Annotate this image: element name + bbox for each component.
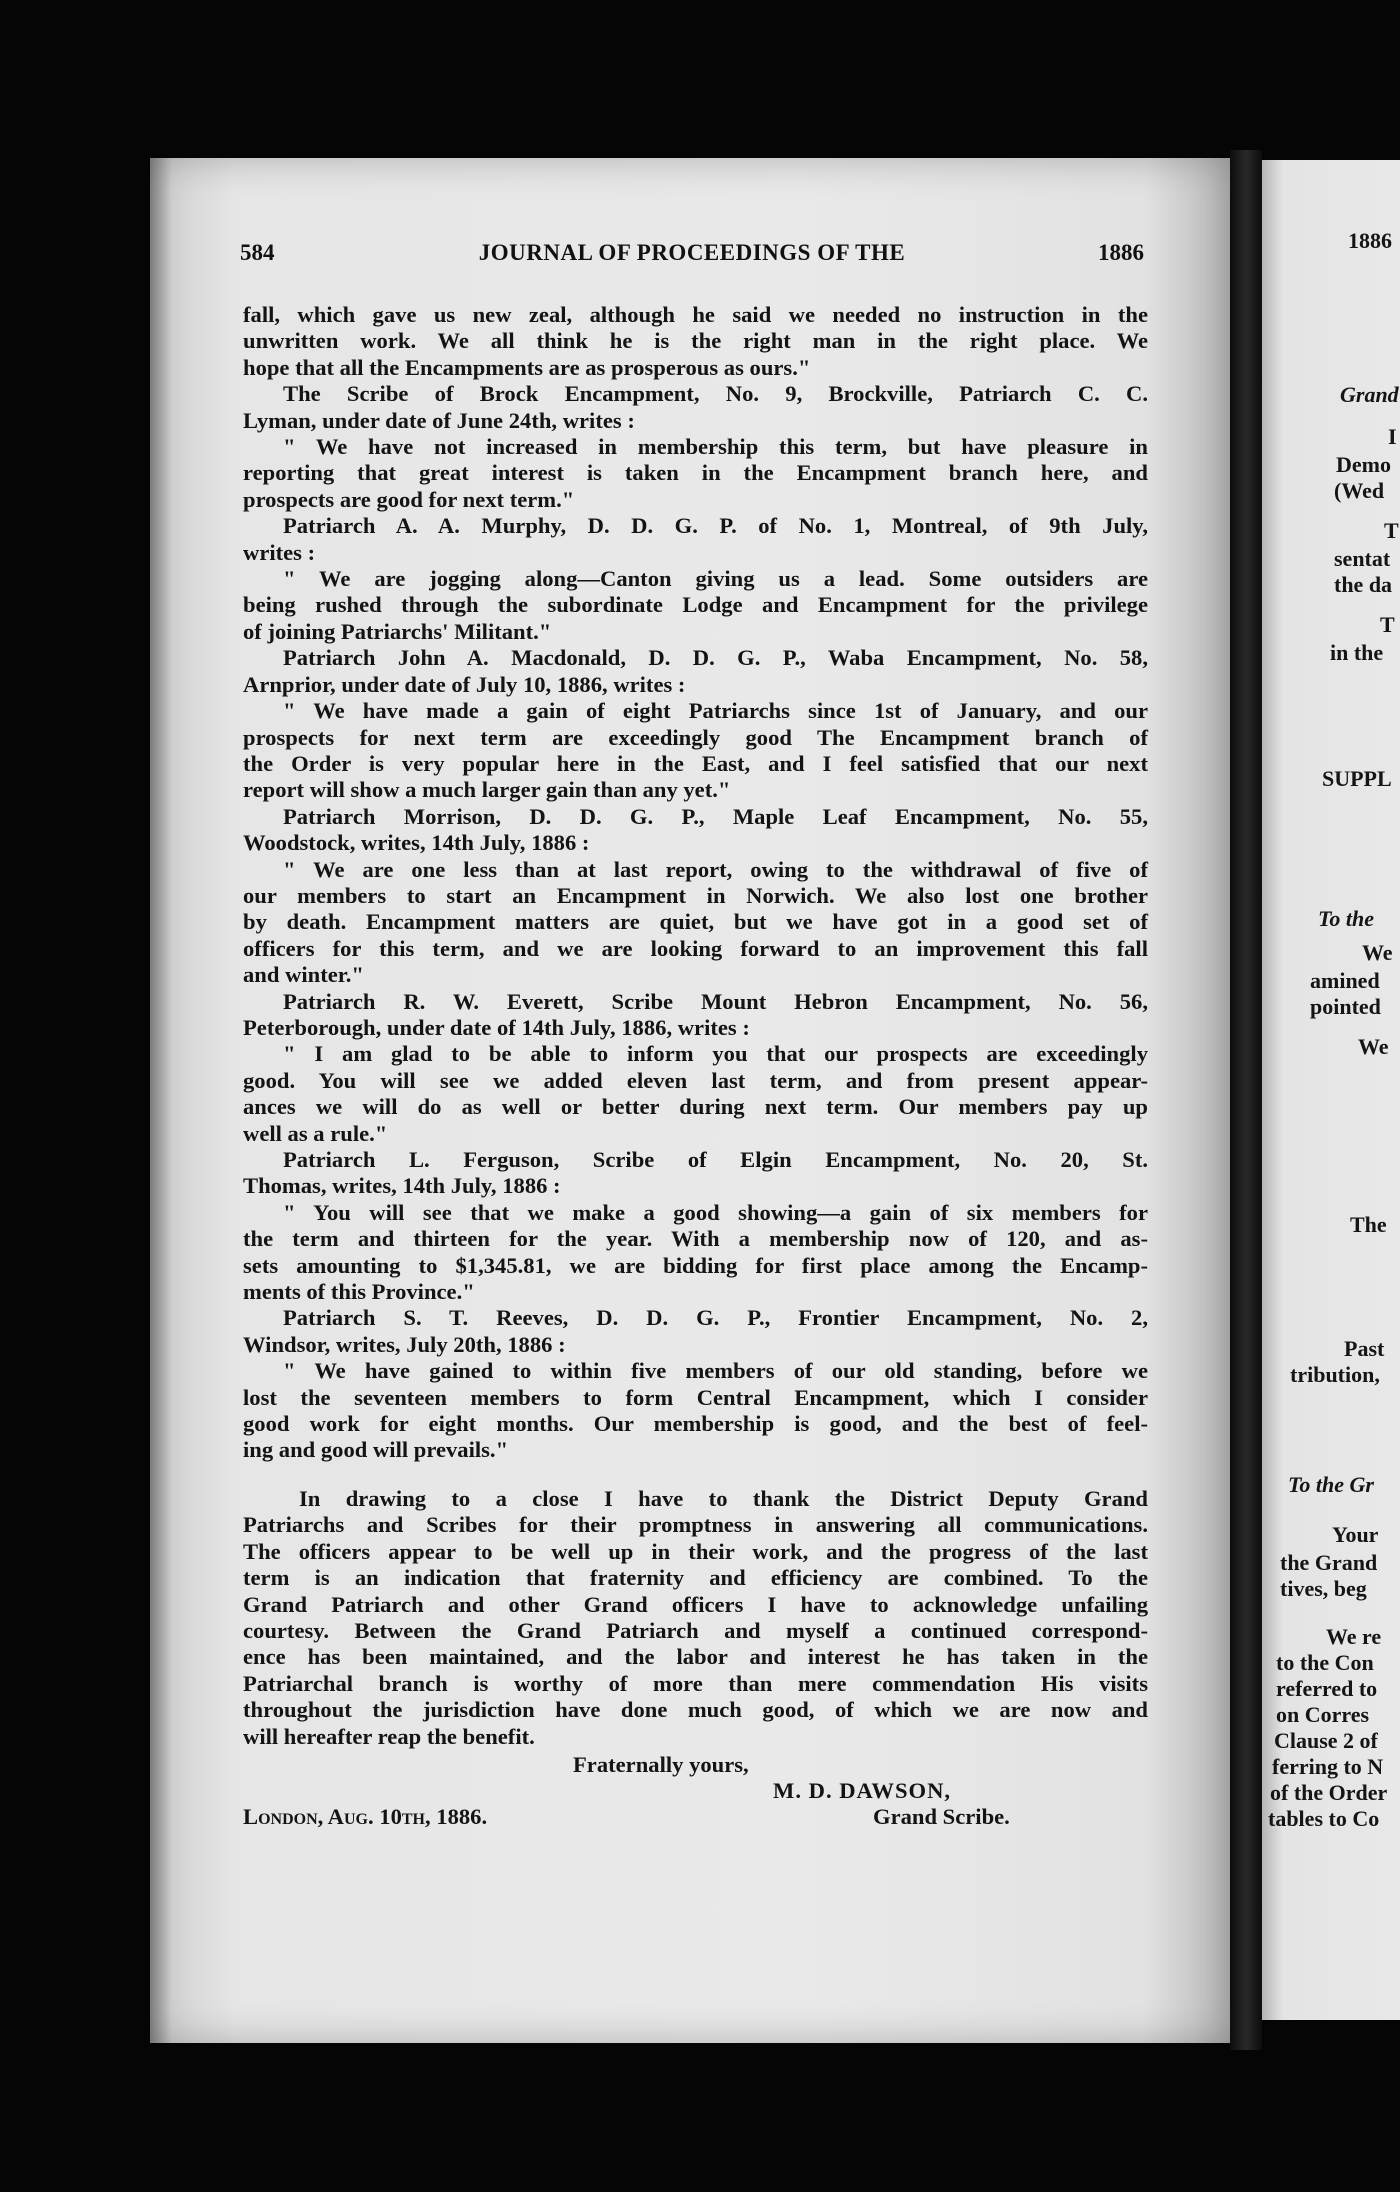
text-line: Patriarchs and Scribes for their promptness in answering all communications. (243, 1512, 1148, 1538)
text-line: prospects are good for next term." (243, 486, 575, 512)
right-page-text: tables to Co (1268, 1806, 1380, 1831)
text-line: hope that all the Encampments are as prosperous as ours." (243, 354, 811, 380)
text-line: term is an indication that fraternity and efficiency are combined. To the (243, 1565, 1148, 1591)
text-line: being rushed through the subordinate Lodge and Encampment for the privilege (243, 592, 1148, 618)
right-page-text: ferring to N (1272, 1754, 1384, 1779)
text-line: unwritten work. We all think he is the right man in the right place. We (243, 328, 1148, 354)
right-page-text: pointed (1310, 994, 1381, 1019)
book-gutter (1230, 150, 1262, 2050)
signer-title: Grand Scribe. (873, 1803, 1010, 1829)
text-line: " I am glad to be able to inform you that our prospects are exceedingly (283, 1041, 1148, 1067)
right-page-text: I (1388, 424, 1397, 449)
text-line: prospects for next term are exceedingly good The Encampment branch of (243, 724, 1148, 750)
right-page-text: in the (1330, 640, 1384, 665)
text-line: " You will see that we make a good showing—a gain of six members for (283, 1199, 1148, 1225)
right-page-text: amined (1310, 968, 1380, 993)
text-line: officers for this term, and we are looking forward to an improvement this fall (243, 935, 1148, 961)
page-body (243, 302, 1148, 1860)
text-line: Patriarch John A. Macdonald, D. D. G. P., Waba Encampment, No. 58, (283, 645, 1148, 671)
text-line: courtesy. Between the Grand Patriarch and myself a continued correspond- (243, 1617, 1148, 1643)
right-page-text: T (1380, 612, 1395, 637)
right-page-text: To the Gr (1288, 1472, 1374, 1497)
text-line: our members to start an Encampment in Norwich. We also lost one brother (243, 882, 1148, 908)
right-page-text: SUPPL (1322, 766, 1392, 791)
text-line: Grand Patriarch and other Grand officers I have to acknowledge unfailing (243, 1591, 1148, 1617)
text-line: Patriarch Morrison, D. D. G. P., Maple Leaf Encampment, No. 55, (283, 803, 1148, 829)
text-line: Patriarchal branch is worthy of more than mere commendation His visits (243, 1670, 1148, 1696)
text-line: The Scribe of Brock Encampment, No. 9, Brockville, Patriarch C. C. (283, 381, 1148, 407)
text-line: In drawing to a close I have to thank the District Deputy Grand (299, 1485, 1148, 1511)
right-page-text: We re (1326, 1624, 1382, 1649)
closing-paragraph (243, 1486, 1148, 1750)
text-line: " We have gained to within five members of our old standing, before we (283, 1358, 1148, 1384)
right-page-text: Your (1332, 1522, 1379, 1547)
letter-extracts (243, 302, 1148, 1464)
text-line: the term and thirteen for the year. With a membership now of 120, and as- (243, 1226, 1148, 1252)
text-line: " We have made a gain of eight Patriarchs since 1st of January, and our (283, 698, 1148, 724)
text-line: of joining Patriarchs' Militant." (243, 618, 552, 644)
text-line: Thomas, writes, 14th July, 1886 : (243, 1173, 561, 1199)
right-page-text: We (1362, 940, 1393, 965)
text-line: Peterborough, under date of 14th July, 1886, writes : (243, 1014, 750, 1040)
text-line: ments of this Province." (243, 1279, 475, 1305)
text-line: Woodstock, writes, 14th July, 1886 : (243, 830, 590, 856)
right-page-text: referred to (1276, 1676, 1378, 1701)
right-page-text: We (1358, 1034, 1389, 1059)
text-line: sets amounting to $1,345.81, we are bidding for first place among the Encamp- (243, 1252, 1148, 1278)
right-page-text: of the Order (1270, 1780, 1388, 1805)
signer-name: M. D. DAWSON, (773, 1777, 952, 1803)
text-line: writes : (243, 539, 316, 565)
text-line: Patriarch R. W. Everett, Scribe Mount Hebron Encampment, No. 56, (283, 988, 1148, 1014)
right-page-text: Past (1344, 1336, 1385, 1361)
text-line: by death. Encampment matters are quiet, but we have got in a good set of (243, 909, 1148, 935)
text-line: well as a rule." (243, 1120, 388, 1146)
right-page-text: the Grand (1280, 1550, 1378, 1575)
text-line: Lyman, under date of June 24th, writes : (243, 407, 635, 433)
right-page-text: on Corres (1276, 1702, 1370, 1727)
right-page-text: Demo (1336, 452, 1391, 477)
text-line: Arnprior, under date of July 10, 1886, writes : (243, 671, 686, 697)
right-page-text: tribution, (1290, 1362, 1380, 1387)
text-line: ances we will do as well or better during next term. Our members pay up (243, 1094, 1148, 1120)
text-line: good work for eight months. Our membership is good, and the best of feel- (243, 1411, 1148, 1437)
right-page-text: to the Con (1276, 1650, 1374, 1675)
signature-block (243, 1750, 1148, 1860)
text-line: report will show a much larger gain than any yet." (243, 777, 731, 803)
salutation: Fraternally yours, (573, 1751, 749, 1777)
right-page-text: tives, beg (1280, 1576, 1367, 1601)
page-number: 584 (240, 240, 275, 265)
page-header (240, 240, 1144, 276)
text-line: Patriarch A. A. Murphy, D. D. G. P. of No. 1, Montreal, of 9th July, (283, 513, 1148, 539)
text-line: good. You will see we added eleven last term, and from present appear- (243, 1067, 1148, 1093)
right-page-text: Clause 2 of (1274, 1728, 1378, 1753)
text-line: ence has been maintained, and the labor and interest he has taken in the (243, 1644, 1148, 1670)
right-page-text: To the (1318, 906, 1375, 931)
text-line: reporting that great interest is taken in the Encampment branch here, and (243, 460, 1148, 486)
right-page-text: 1886 (1348, 228, 1392, 253)
text-line: lost the seventeen members to form Central Encampment, which I consider (243, 1384, 1148, 1410)
text-line: the Order is very popular here in the East, and I feel satisfied that our next (243, 750, 1148, 776)
right-page-text: The (1350, 1212, 1387, 1237)
text-line: " We are jogging along—Canton giving us a lead. Some outsiders are (283, 566, 1148, 592)
right-page-text: sentat (1334, 546, 1391, 571)
text-line: will hereafter reap the benefit. (243, 1723, 535, 1749)
right-page-text: the da (1334, 572, 1393, 597)
text-line: Patriarch L. Ferguson, Scribe of Elgin Encampment, No. 20, St. (283, 1147, 1148, 1172)
text-line: ing and good will prevails." (243, 1437, 509, 1463)
right-page (1262, 160, 1400, 2020)
text-line: " We are one less than at last report, owing to the withdrawal of five of (283, 856, 1148, 882)
header-year: 1886 (1098, 240, 1144, 265)
text-line: and winter." (243, 962, 364, 988)
right-page-text: T (1384, 518, 1399, 543)
text-line: Windsor, writes, July 20th, 1886 : (243, 1331, 566, 1357)
text-line: Patriarch S. T. Reeves, D. D. G. P., Frontier Encampment, No. 2, (283, 1305, 1148, 1331)
text-line: " We have not increased in membership this term, but have pleasure in (283, 434, 1148, 460)
right-page-text: (Wed (1334, 478, 1385, 503)
text-line: The officers appear to be well up in their work, and the progress of the last (243, 1538, 1148, 1564)
place-date: London, Aug. 10th, 1886. (243, 1803, 488, 1829)
right-page-text: Grand (1340, 382, 1399, 407)
text-line: throughout the jurisdiction have done much good, of which we are now and (243, 1697, 1148, 1723)
text-line: fall, which gave us new zeal, although he said we needed no instruction in the (243, 302, 1148, 327)
running-title: JOURNAL OF PROCEEDINGS OF THE (478, 240, 906, 265)
